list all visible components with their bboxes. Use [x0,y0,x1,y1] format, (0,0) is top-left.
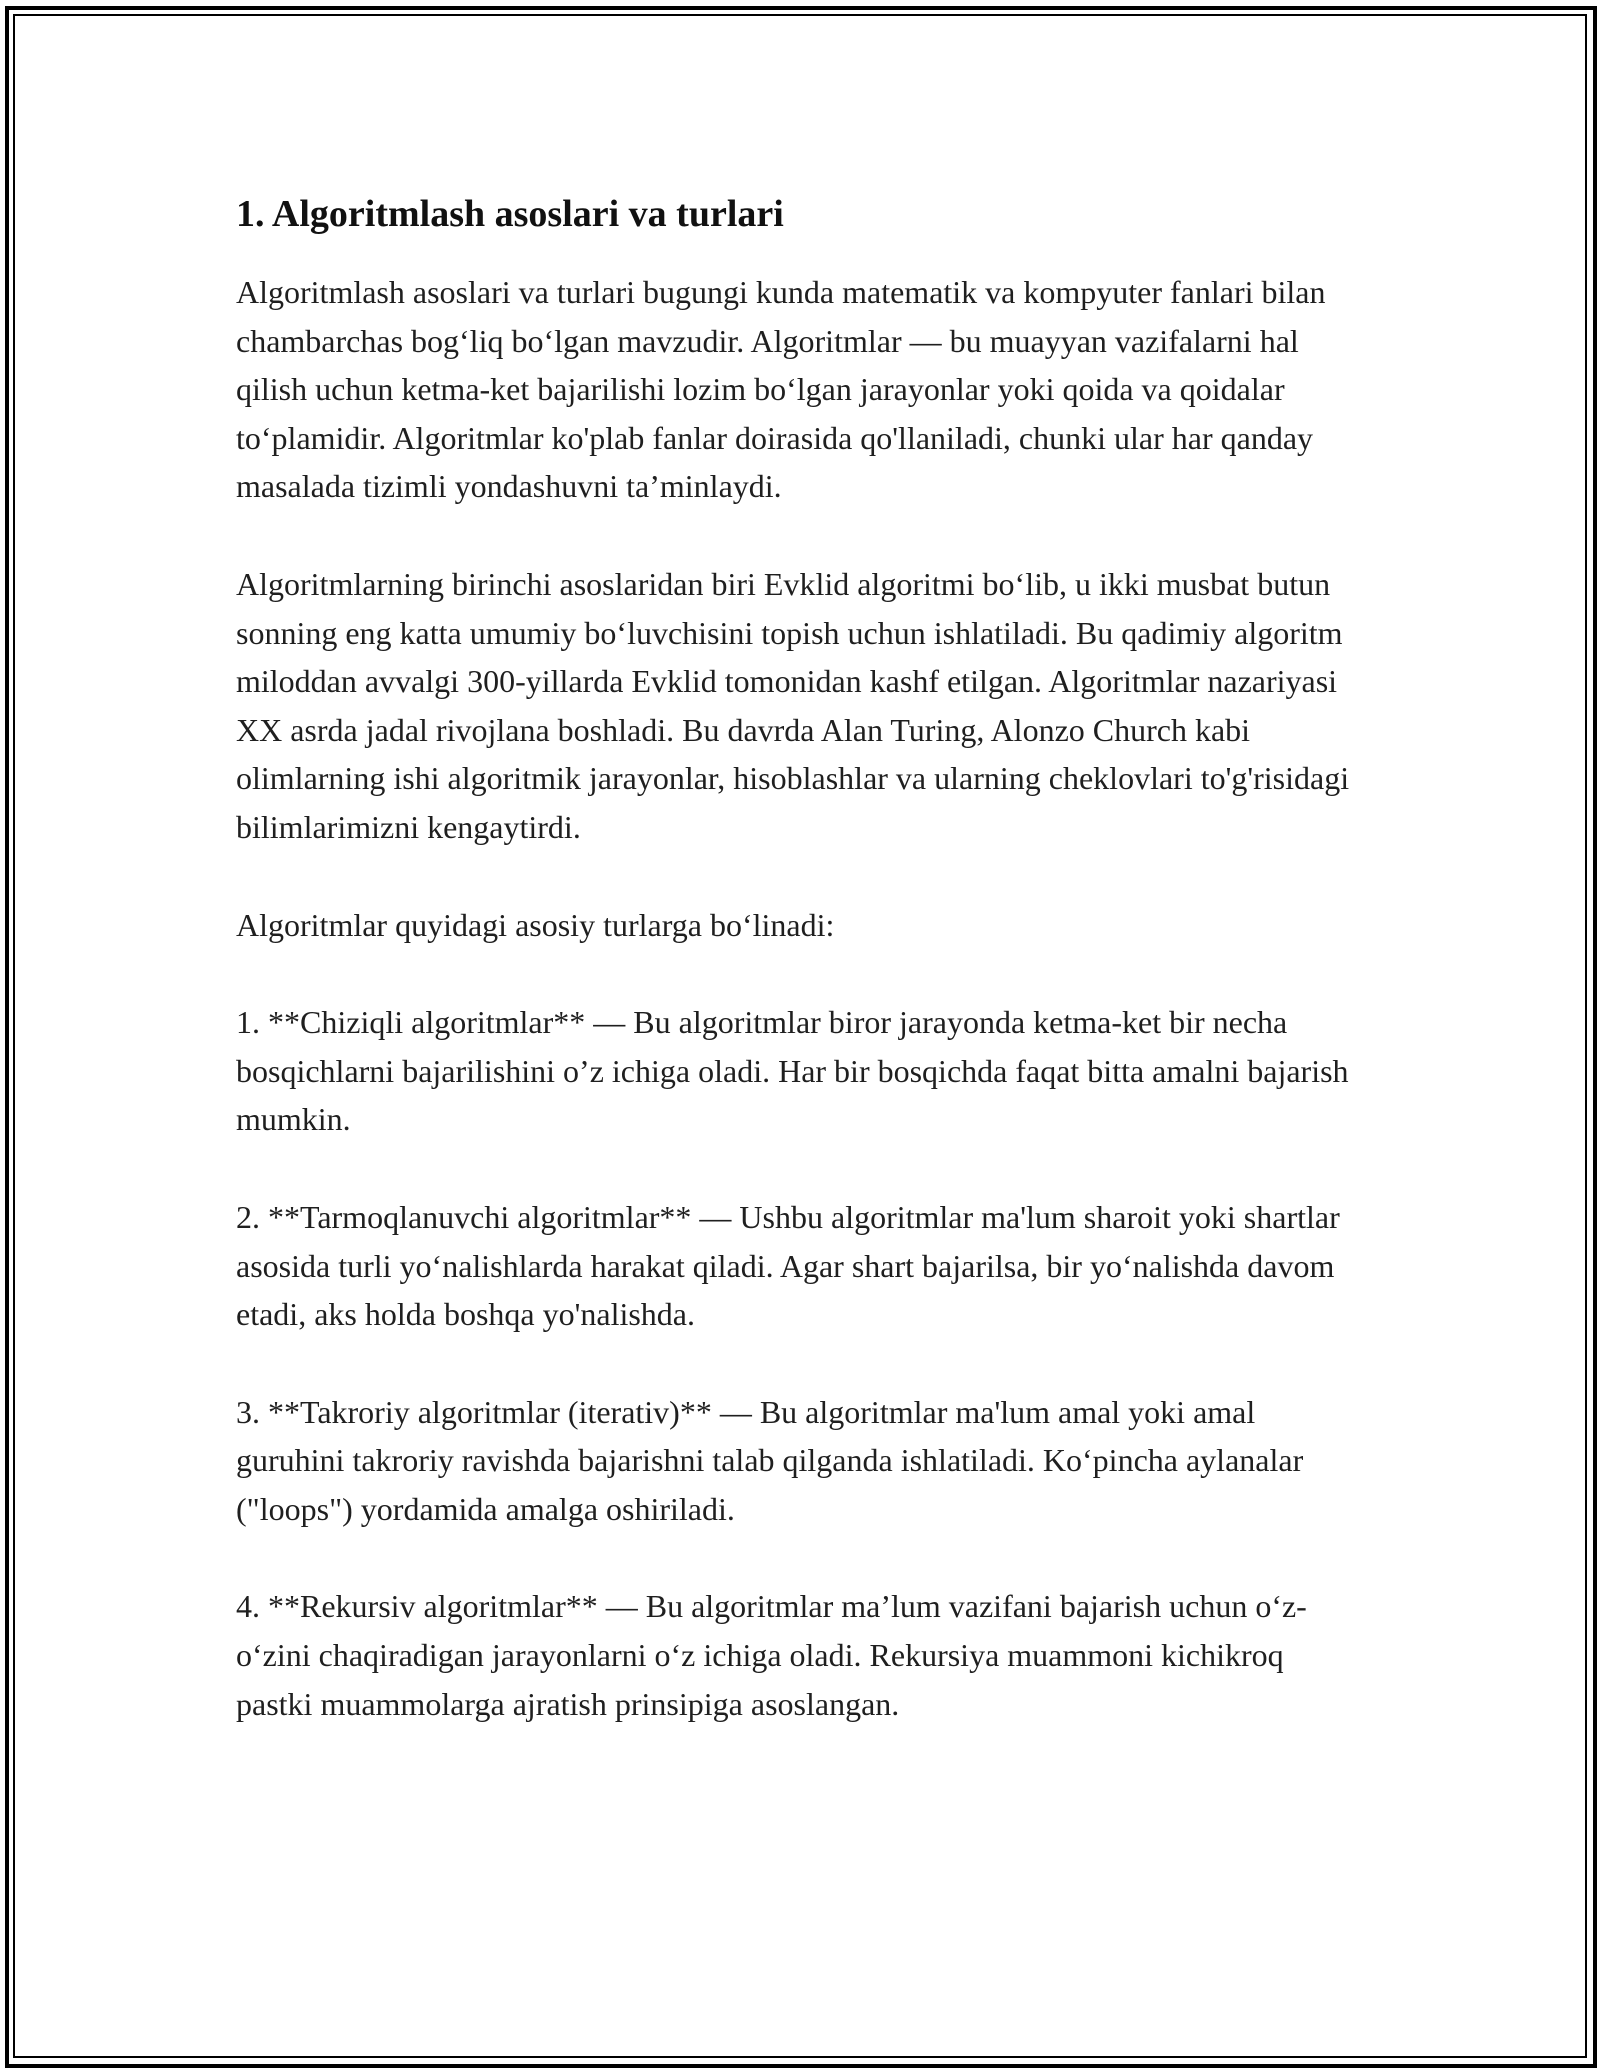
list-item-linear: 1. **Chiziqli algoritmlar** — Bu algoritmlar biror jarayonda ketma-ket bir necha bosqichlarni bajarilishini o’z ichiga oladi. Har bir bosqichda faqat bitta amalni bajarish mumkin. [236,1004,1349,1138]
paragraph-intro: Algoritmlash asoslari va turlari bugungi kunda matematik va kompyuter fanlari bilan chambarchas bog‘liq bo‘lgan mavzudir. Algoritmlar — bu muayyan vazifalarni hal qilish uchun ketma-ket bajarilishi lozim bo‘lgan jarayonlar yoki qoida va qoidalar to‘plamidir. Algoritmlar ko'plab fanlar doirasida qo'llaniladi, chunki ular har qanday masalada tizimli yondashuvni ta’minlaydi. [236,274,1326,505]
list-item-recursive: 4. **Rekursiv algoritmlar** — Bu algoritmlar ma’lum vazifani bajarish uchun o‘z-o‘zini chaqiradigan jarayonlarni o‘z ichiga oladi. Rekursiya muammoni kichikroq pastki muammolarga ajratish prinsipiga asoslangan. [236,1588,1307,1722]
paragraph-types-intro: Algoritmlar quyidagi asosiy turlarga bo‘linadi: [236,906,835,943]
document-body [236,186,1356,1777]
paragraph-history: Algoritmlarning birinchi asoslaridan biri Evklid algoritmi bo‘lib, u ikki musbat butun sonning eng katta umumiy bo‘luvchisini topish uchun ishlatiladi. Bu qadimiy algoritm miloddan avvalgi 300-yillarda Evklid tomonidan kashf etilgan. Algoritmlar nazariyasi XX asrda jadal rivojlana boshladi. Bu davrda Alan Turing, Alonzo Church kabi olimlarning ishi algoritmik jarayonlar, hisoblashlar va ularning cheklovlari to'g'risidagi bilimlarimizni kengaytirdi. [236,565,1350,845]
section-heading: 1. Algoritmlash asoslari va turlari [236,193,784,235]
list-item-branching: 2. **Tarmoqlanuvchi algoritmlar** — Ushbu algoritmlar ma'lum sharoit yoki shartlar asosida turli yo‘nalishlarda harakat qiladi. Agar shart bajarilsa, bir yo‘nalishda davom etadi, aks holda boshqa yo'nalishda. [236,1198,1340,1333]
list-item-iterative: 3. **Takroriy algoritmlar (iterativ)** — Bu algoritmlar ma'lum amal yoki amal guruhini takroriy ravishda bajarishni talab qilganda ishlatiladi. Ko‘pincha aylanalar ("loops") yordamida amalga oshiriladi. [236,1393,1304,1527]
